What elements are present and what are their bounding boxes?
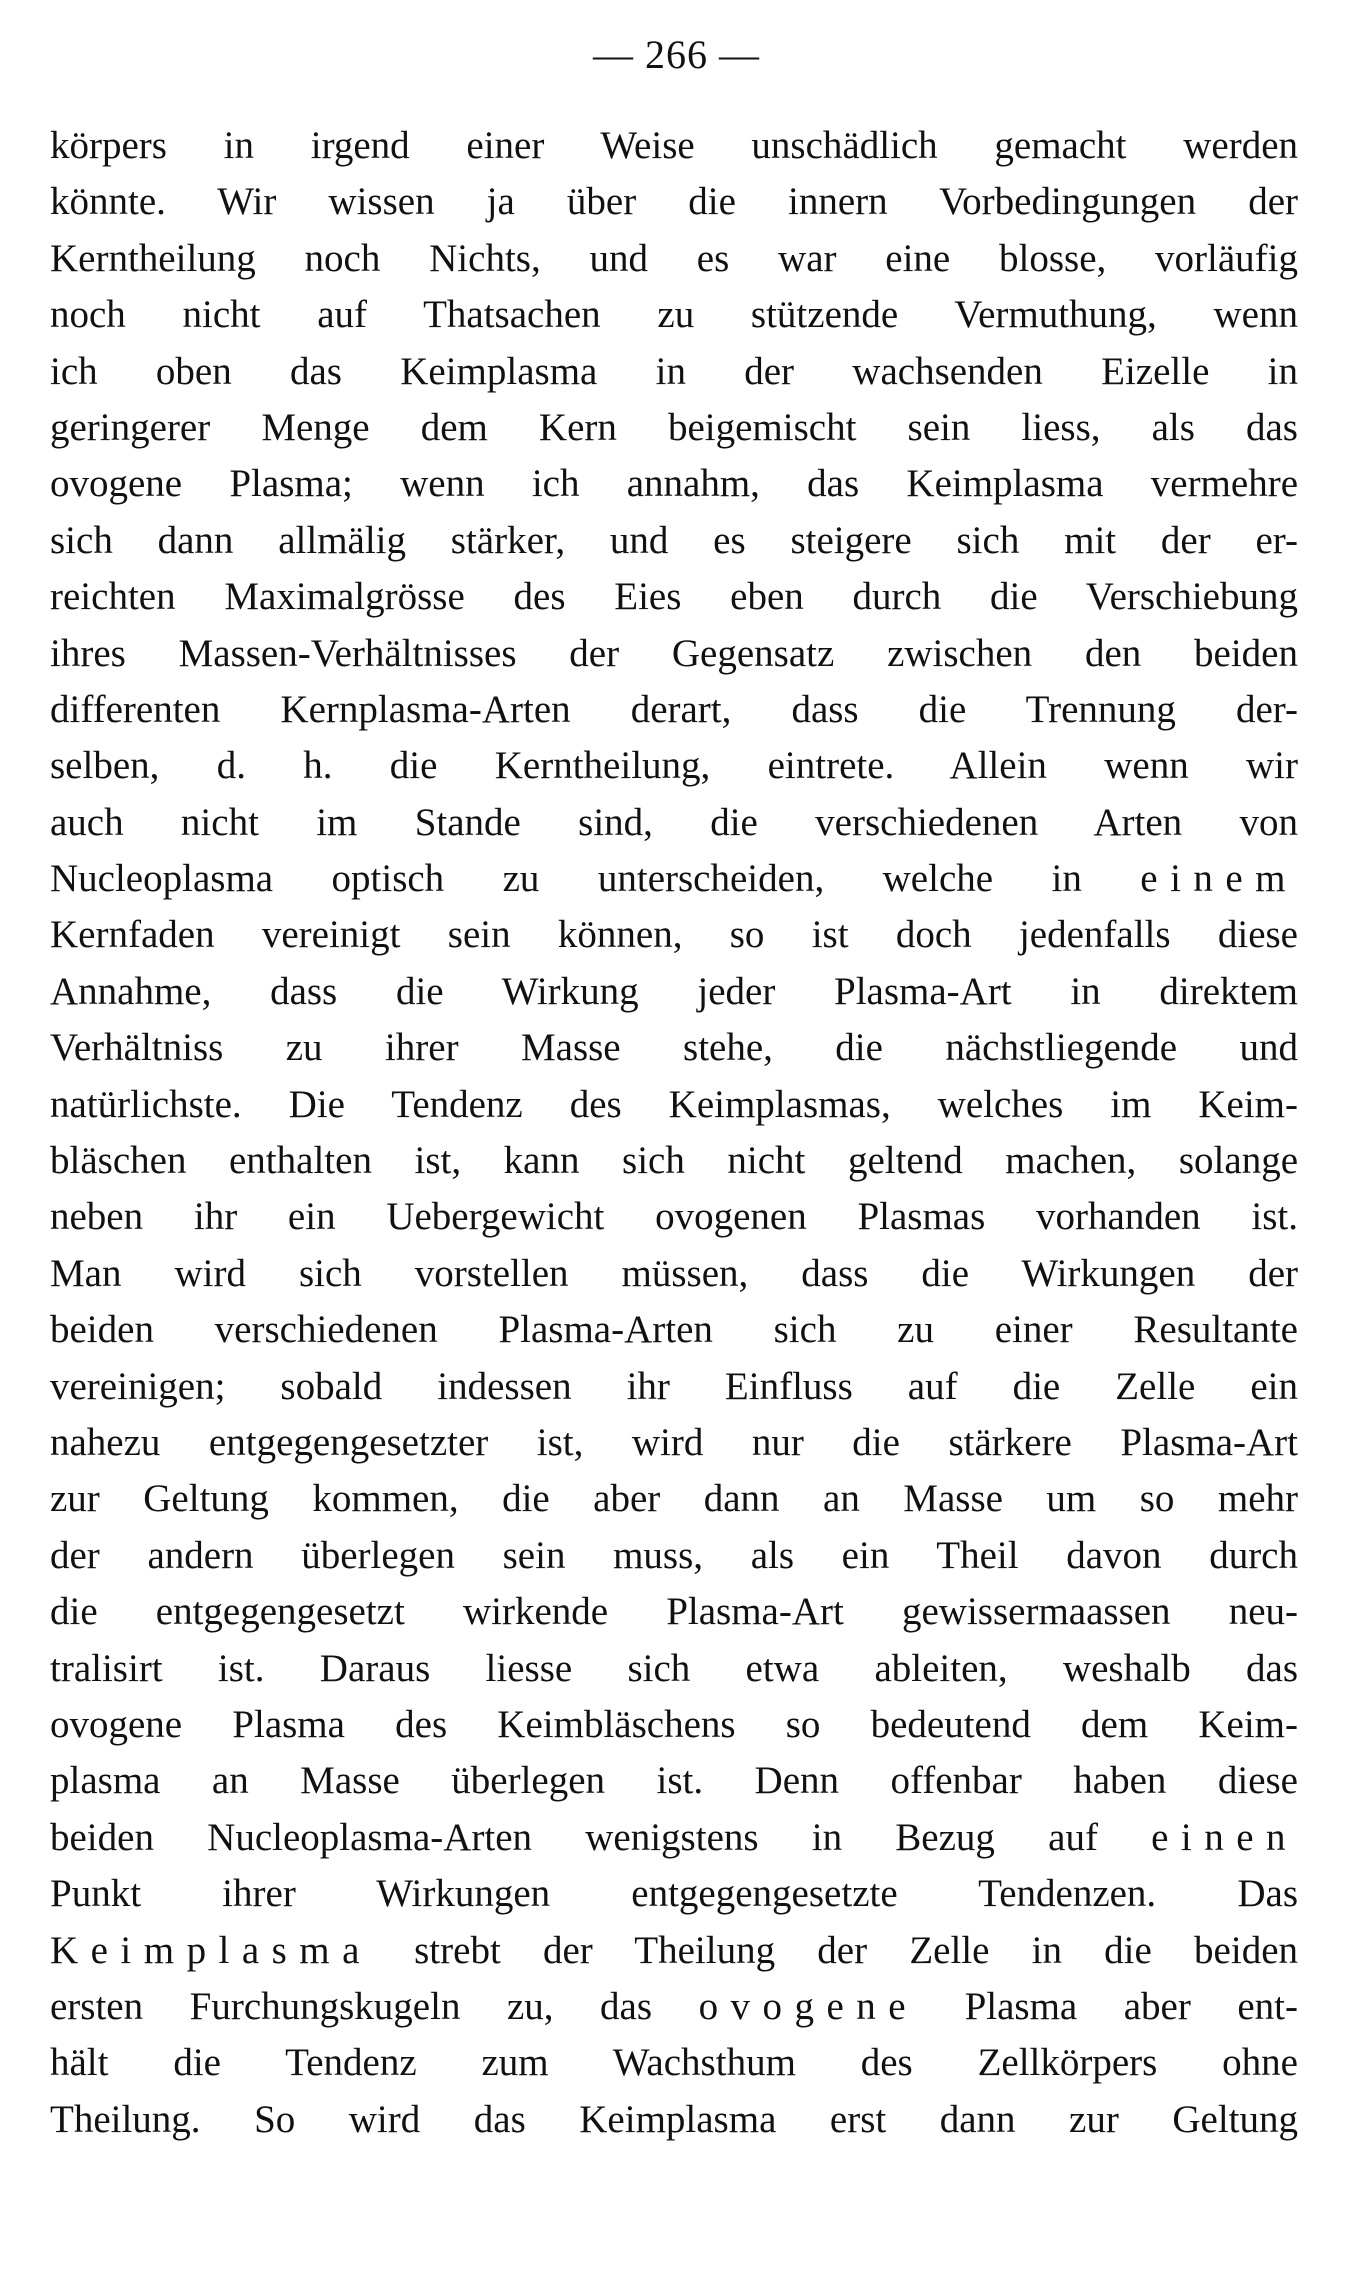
text-segment: Annahme, dass die Wirkung jeder Plasma-Art in direktem xyxy=(50,969,1298,1013)
text-line xyxy=(50,1753,1298,1809)
text-line xyxy=(50,1810,1298,1866)
text-segment: selben, d. h. die Kerntheilung, eintrete. Allein wenn wir xyxy=(50,744,1298,788)
text-segment: plasma an Masse überlegen ist. Denn offenbar haben diese xyxy=(50,1759,1298,1803)
text-segment: hält die Tendenz zum Wachsthum des Zellkörpers ohne xyxy=(50,2041,1298,2085)
text-line xyxy=(50,400,1298,456)
text-segment: die entgegengesetzt wirkende Plasma-Art gewissermaassen neu- xyxy=(50,1590,1298,1634)
text-segment: sich dann allmälig stärker, und es steigere sich mit der er- xyxy=(50,518,1298,562)
text-segment: Nucleoplasma optisch zu unterscheiden, welche in xyxy=(50,857,1141,901)
text-line xyxy=(50,2035,1298,2091)
text-line xyxy=(50,738,1298,794)
text-line xyxy=(50,682,1298,738)
text-segment: ihres Massen-Verhältnisses der Gegensatz zwischen den beiden xyxy=(50,631,1298,675)
text-line xyxy=(50,1302,1298,1358)
text-line xyxy=(50,287,1298,343)
page-number: — 266 — xyxy=(593,32,760,77)
text-line xyxy=(50,907,1298,963)
text-line xyxy=(50,851,1298,907)
text-line xyxy=(50,1020,1298,1076)
text-line xyxy=(50,1415,1298,1471)
text-line xyxy=(50,1359,1298,1415)
text-segment: Plasma aber ent- xyxy=(918,1984,1298,2028)
emphasized-word: Keimplasma xyxy=(50,1928,372,1972)
emphasized-word: einem xyxy=(1140,857,1298,901)
text-line xyxy=(50,1471,1298,1527)
emphasized-word: ovogene xyxy=(698,1984,919,2028)
text-segment: beiden Nucleoplasma-Arten wenigstens in Bezug auf xyxy=(50,1815,1152,1859)
text-segment: Man wird sich vorstellen müssen, dass die Wirkungen der xyxy=(50,1251,1298,1295)
text-line xyxy=(50,964,1298,1020)
text-line xyxy=(50,118,1298,174)
text-line xyxy=(50,1189,1298,1245)
text-segment: geringerer Menge dem Kern beigemischt sein liess, als das xyxy=(50,405,1298,449)
text-segment: der andern überlegen sein muss, als ein Theil davon durch xyxy=(50,1533,1298,1577)
text-line xyxy=(50,1641,1298,1697)
text-line xyxy=(50,1077,1298,1133)
text-line xyxy=(50,1528,1298,1584)
text-line xyxy=(50,1584,1298,1640)
text-segment: körpers in irgend einer Weise unschädlich gemacht werden xyxy=(50,124,1298,167)
text-line xyxy=(50,174,1298,230)
body-text xyxy=(50,118,1298,2148)
text-line xyxy=(50,1246,1298,1302)
text-segment: ovogene Plasma des Keimbläschens so bedeutend dem Keim- xyxy=(50,1702,1298,1746)
text-segment: vereinigen; sobald indessen ihr Einfluss auf die Zelle ein xyxy=(50,1364,1298,1408)
text-line xyxy=(50,1979,1298,2035)
text-segment: bläschen enthalten ist, kann sich nicht geltend machen, solange xyxy=(50,1139,1298,1183)
text-segment: könnte. Wir wissen ja über die innern Vorbedingungen der xyxy=(50,180,1298,224)
text-line xyxy=(50,1866,1298,1922)
text-segment: Punkt ihrer Wirkungen entgegengesetzte Tendenzen. Das xyxy=(50,1872,1298,1916)
text-line xyxy=(50,1923,1298,1979)
text-line xyxy=(50,513,1298,569)
text-line xyxy=(50,1133,1298,1189)
text-line xyxy=(50,344,1298,400)
text-segment: ersten Furchungskugeln zu, das xyxy=(50,1984,699,2028)
text-segment: neben ihr ein Uebergewicht ovogenen Plasmas vorhanden ist. xyxy=(50,1195,1298,1239)
text-segment: Kerntheilung noch Nichts, und es war eine blosse, vorläufig xyxy=(50,236,1298,280)
text-segment: ich oben das Keimplasma in der wachsenden Eizelle in xyxy=(50,349,1298,393)
text-line xyxy=(50,795,1298,851)
text-segment: Kernfaden vereinigt sein können, so ist doch jedenfalls diese xyxy=(50,913,1298,957)
emphasized-word: einen xyxy=(1151,1815,1298,1859)
text-segment: reichten Maximalgrösse des Eies eben durch die Verschiebung xyxy=(50,575,1298,619)
text-line xyxy=(50,231,1298,287)
text-segment: ovogene Plasma; wenn ich annahm, das Keimplasma vermehre xyxy=(50,462,1298,506)
text-segment: zur Geltung kommen, die aber dann an Masse um so mehr xyxy=(50,1477,1298,1521)
text-segment: Theilung. So wird das Keimplasma erst dann zur Geltung xyxy=(50,2097,1298,2141)
text-segment: differenten Kernplasma-Arten derart, dass die Trennung der- xyxy=(50,687,1298,731)
text-segment: Verhältniss zu ihrer Masse stehe, die nächstliegende und xyxy=(50,1026,1298,1070)
text-segment: noch nicht auf Thatsachen zu stützende Vermuthung, wenn xyxy=(50,293,1298,337)
text-line xyxy=(50,569,1298,625)
text-segment: strebt der Theilung der Zelle in die beiden xyxy=(371,1928,1298,1972)
text-segment: auch nicht im Stande sind, die verschiedenen Arten von xyxy=(50,800,1298,844)
text-line xyxy=(50,2092,1298,2148)
text-segment: natürlichste. Die Tendenz des Keimplasmas, welches im Keim- xyxy=(50,1082,1298,1126)
text-line xyxy=(50,626,1298,682)
text-segment: tralisirt ist. Daraus liesse sich etwa ableiten, weshalb das xyxy=(50,1646,1298,1690)
text-segment: nahezu entgegengesetzter ist, wird nur die stärkere Plasma-Art xyxy=(50,1420,1298,1464)
text-line xyxy=(50,456,1298,512)
text-segment: beiden verschiedenen Plasma-Arten sich zu einer Resultante xyxy=(50,1308,1298,1352)
text-line xyxy=(50,1697,1298,1753)
